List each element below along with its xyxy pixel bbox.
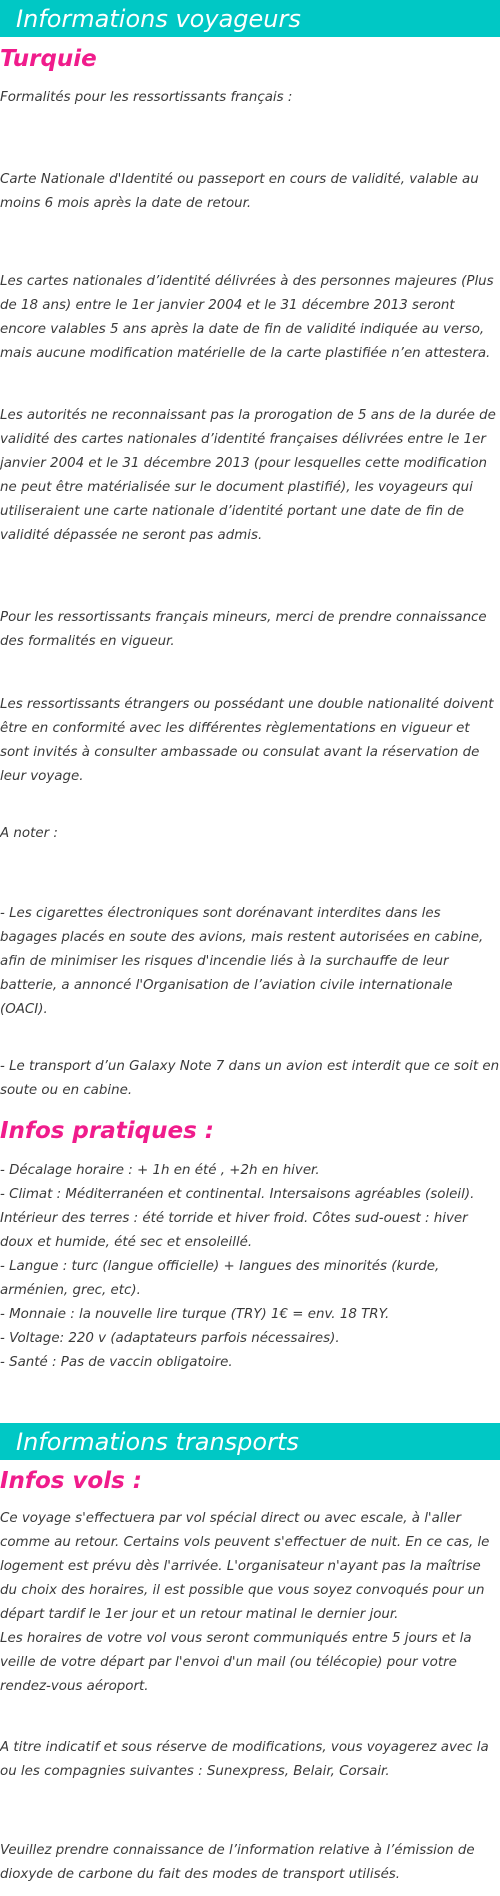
formalities-intro: Formalités pour les ressortissants français : (0, 90, 293, 105)
langue-line: - Langue : turc (langue officielle) + langues des minorités (kurde, arménien, grec, etc). (0, 1259, 440, 1298)
voltage-line: - Voltage: 220 v (adaptateurs parfois nécessaires). (0, 1331, 340, 1346)
authorities-paragraph: Les autorités ne reconnaissant pas la prorogation de 5 ans de la durée de validité des cartes nationales d’identité françaises délivrées entre le 1er janvier 2004 et le 31 décembre 2013 (pour lesquelles cette modification ne peut être matérialisée sur le document plastifié), les voyageurs qui utiliseraient une carte nationale d’identité portant une date de fin de validité dépassée ne seront pas admis. (0, 408, 496, 543)
minors-paragraph: Pour les ressortissants français mineurs, merci de prendre connaissance des formalités en vigueur. (0, 610, 487, 649)
vols-paragraph: Ce voyage s'effectuera par vol spécial direct ou avec escale, à l'aller comme au retour. Certains vols peuvent s'effectuer de nuit. En ce cas, le logement est prévu dès l'arrivée. L'organisateur n'ayant pas la maîtrise du choix des horaires, il est possible que vous soyez convoqués pour un départ tardif le 1er jour et un retour matinal le dernier jour. (0, 1511, 490, 1622)
id-extension-paragraph: Les cartes nationales d’identité délivrées à des personnes majeures (Plus de 18 ans) entre le 1er janvier 2004 et le 31 décembre 2013 seront encore valables 5 ans après la date de fin de validité indiquée au verso, mais aucune modification matérielle de la carte plastifiée n’en attestera. (0, 274, 494, 361)
section-band-voyageurs (0, 0, 500, 37)
id-card-paragraph: Carte Nationale d'Identité ou passeport en cours de validité, valable au moins 6 mois après la date de retour. (0, 172, 479, 211)
dioxyde-paragraph: Veuillez prendre connaissance de l’information relative à l’émission de dioxyde de carbone du fait des modes de transport utilisés. (0, 1843, 475, 1882)
country-heading: Turquie (0, 46, 97, 72)
monnaie-line: - Monnaie : la nouvelle lire turque (TRY) 1€ = env. 18 TRY. (0, 1307, 390, 1322)
horaires-paragraph: Les horaires de votre vol vous seront communiqués entre 5 jours et la veille de votre départ par l'envoi d'un mail (ou télécopie) pour votre rendez-vous aéroport. (0, 1631, 472, 1694)
infos-vols-heading: Infos vols : (0, 1468, 143, 1494)
galaxy-paragraph: - Le transport d’un Galaxy Note 7 dans un avion est interdit que ce soit en soute ou en cabine. (0, 1059, 500, 1098)
decalage-line: - Décalage horaire : + 1h en été , +2h en hiver. (0, 1163, 320, 1178)
section-title-voyageurs: Informations voyageurs (16, 5, 301, 33)
sante-line: - Santé : Pas de vaccin obligatoire. (0, 1355, 233, 1370)
compagnies-paragraph: A titre indicatif et sous réserve de modifications, vous voyagerez avec la ou les compagnies suivantes : Sunexpress, Belair, Corsair. (0, 1740, 489, 1779)
infos-pratiques-heading: Infos pratiques : (0, 1118, 214, 1144)
climat-line: - Climat : Méditerranéen et continental. Intersaisons agréables (soleil). Intérieur des terres : été torride et hiver froid. Côtes sud-ouest : hiver doux et humide, été sec et ensoleillé. (0, 1187, 475, 1250)
note-label: A noter : (0, 826, 58, 841)
section-band-transports (0, 1423, 500, 1460)
cigarettes-paragraph: - Les cigarettes électroniques sont dorénavant interdites dans les bagages placés en soute des avions, mais restent autorisées en cabine, afin de minimiser les risques d'incendie liés à la surchauffe de leur batterie, a annoncé l'Organisation de l’aviation civile internationale (OACI). (0, 906, 484, 1017)
foreigners-paragraph: Les ressortissants étrangers ou possédant une double nationalité doivent être en conformité avec les différentes règlementations en vigueur et sont invités à consulter ambassade ou consulat avant la réservation de leur voyage. (0, 697, 494, 784)
section-title-transports: Informations transports (16, 1428, 299, 1456)
